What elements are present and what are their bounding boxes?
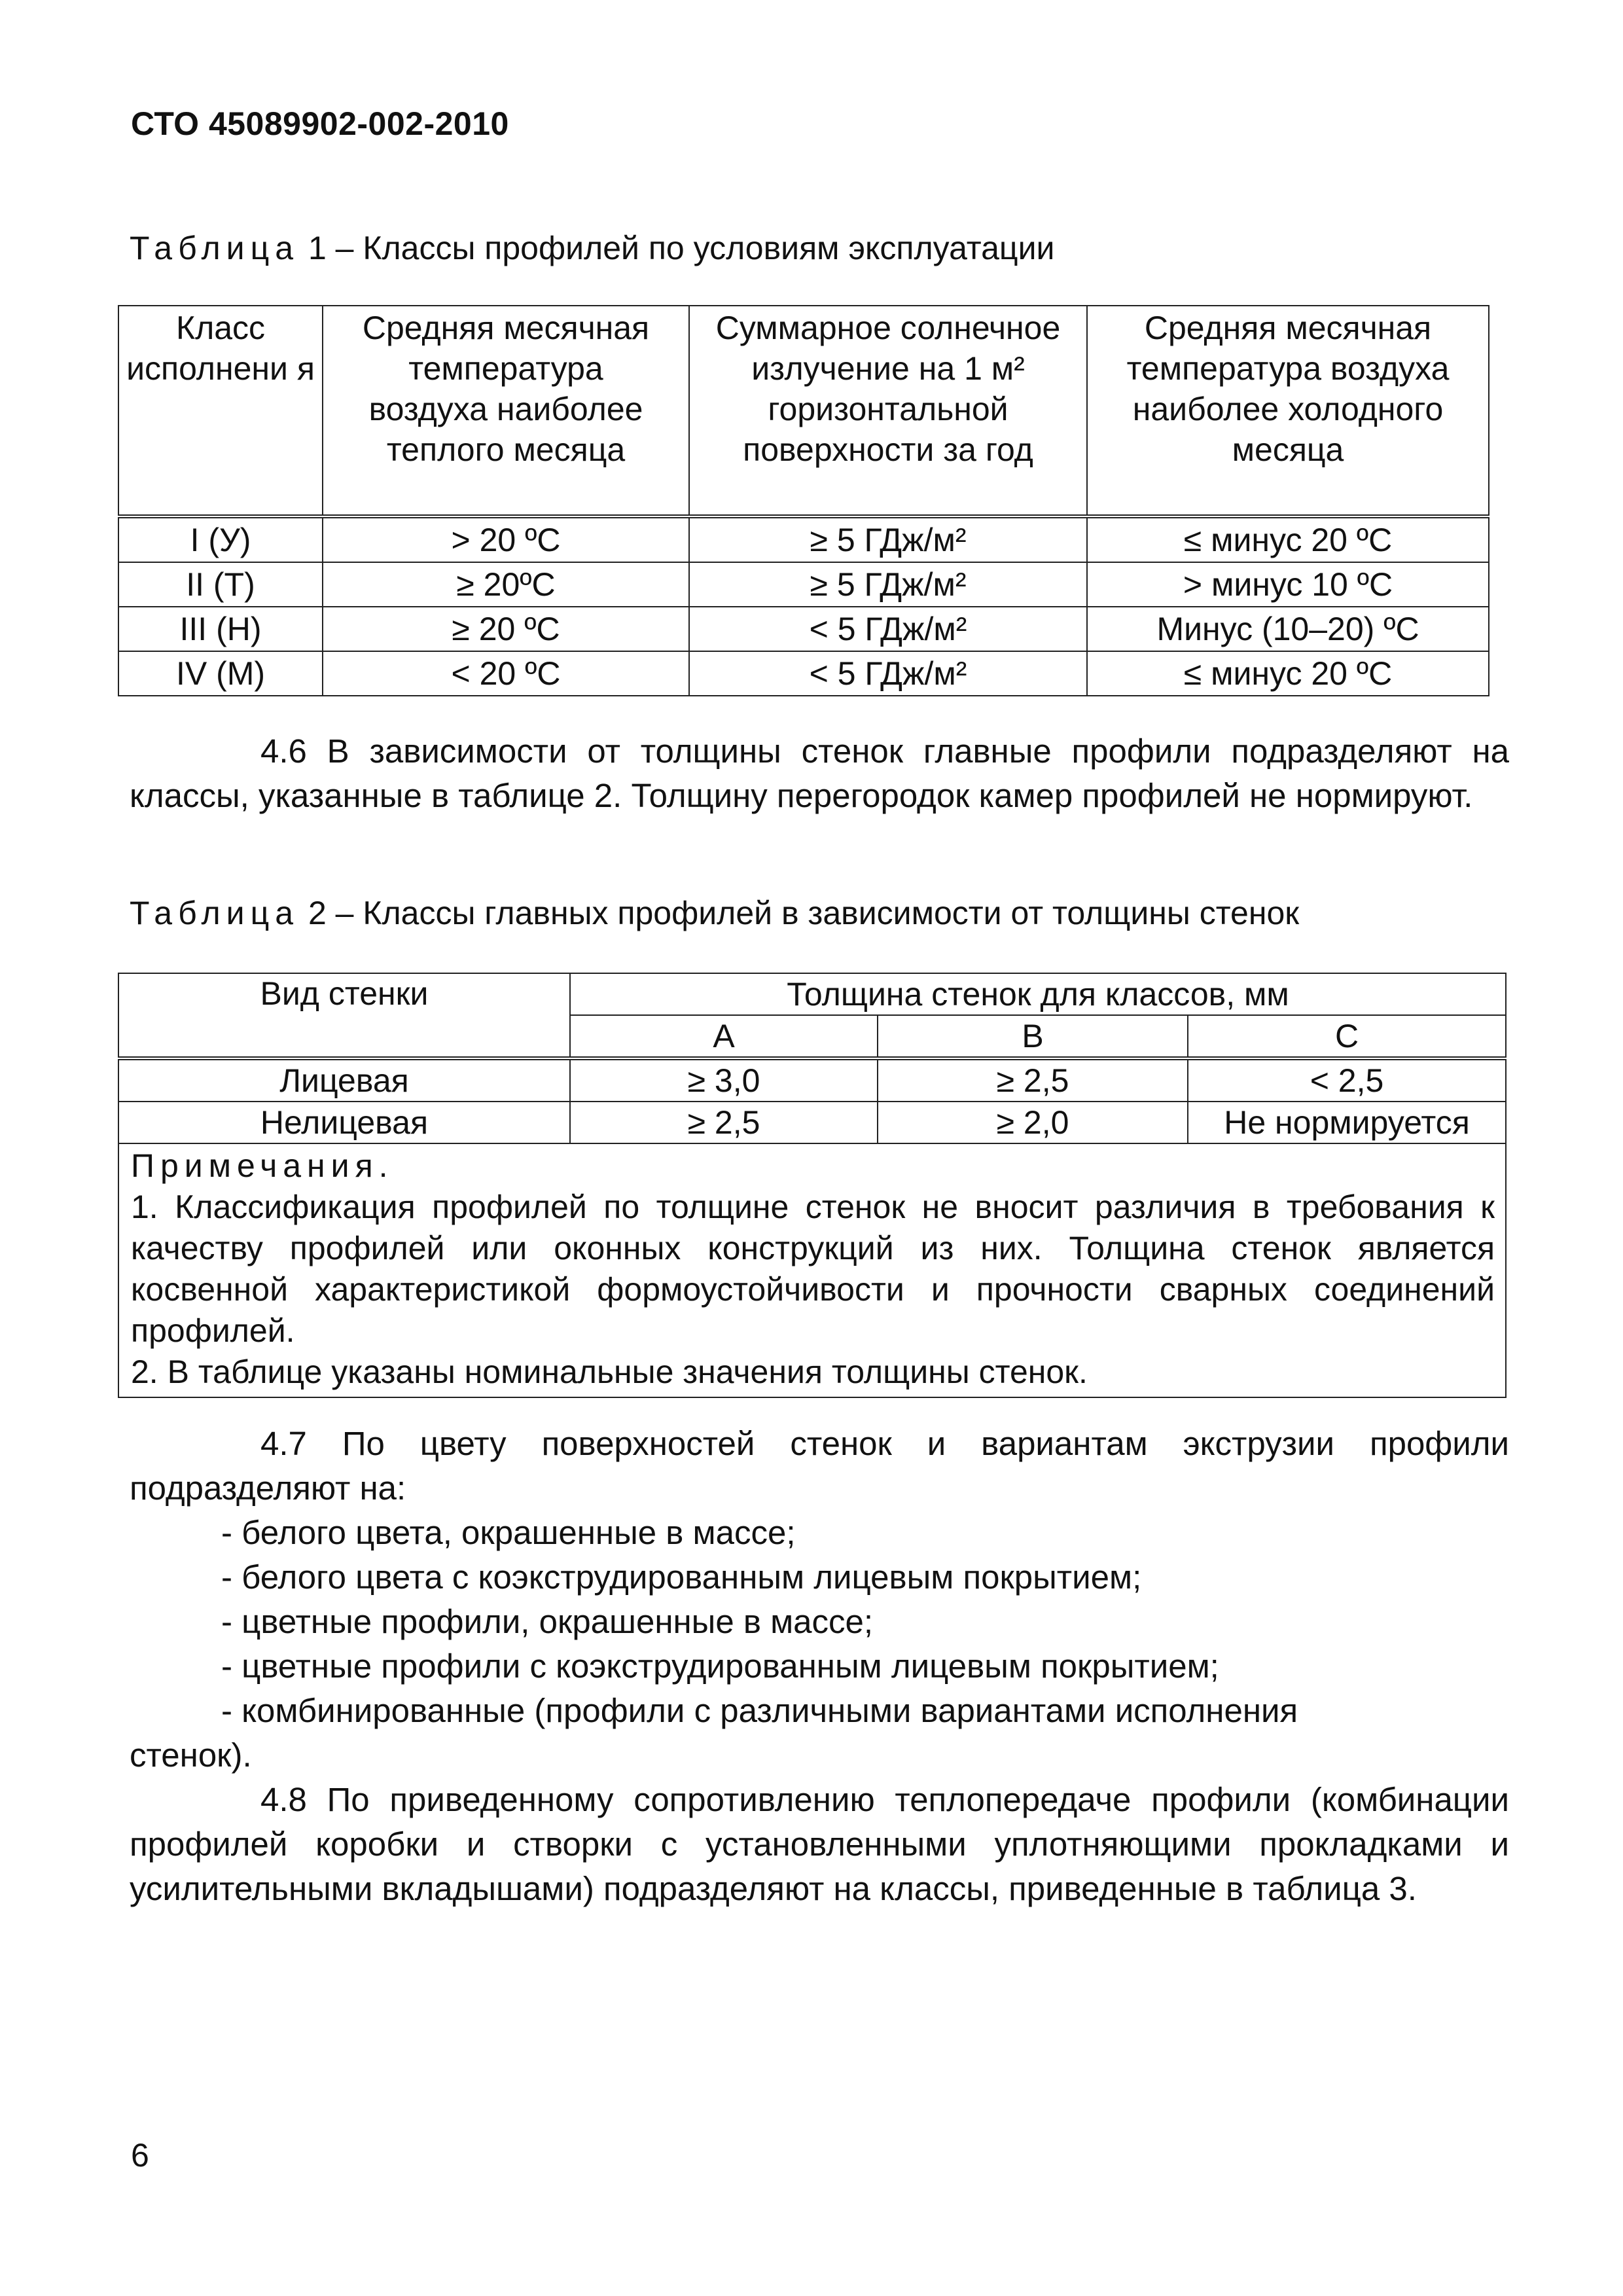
table1-header-solar: Суммарное солнечное излучение на 1 м² горизонтальной поверхности за год — [689, 306, 1087, 516]
table2-cell: Нелицевая — [118, 1102, 570, 1143]
paragraph-4-7-list — [130, 1511, 1509, 1778]
table2 — [118, 973, 1507, 1398]
paragraph-4-7-intro: 4.7 По цвету поверхностей стенок и вариантам экструзии профили подразделяют на: — [130, 1425, 1509, 1507]
table2-caption — [130, 894, 1299, 932]
table1-cell: < 5 ГДж/м² — [689, 651, 1087, 696]
table1-cell: ≤ минус 20 ºС — [1087, 651, 1489, 696]
table2-notes — [118, 1143, 1506, 1397]
list-item: - белого цвета, окрашенные в массе; — [221, 1514, 796, 1551]
table1-cell: II (Т) — [118, 562, 323, 607]
table1-row — [118, 516, 1489, 562]
paragraph-4-8-text: 4.8 По приведенному сопротивлению теплопередаче профили (комбинации профилей коробки и створки с установленными уплотняющими прокладками и усилительными вкладышами) подразделяют на классы, приведенные в таблица 3. — [130, 1781, 1509, 1907]
table2-cell: ≥ 2,5 — [570, 1102, 878, 1143]
table2-class-b: В — [878, 1015, 1188, 1058]
list-tail: стенок). — [130, 1736, 252, 1774]
document-code: СТО 45089902-002-2010 — [131, 105, 509, 142]
table1-cell: IV (М) — [118, 651, 323, 696]
table1-header-cold: Средняя месячная температура воздуха наиболее холодного месяца — [1087, 306, 1489, 516]
paragraph-4-8 — [130, 1778, 1509, 1911]
table2-row — [118, 1058, 1506, 1102]
list-item: - комбинированные (профили с различными вариантами исполнения — [221, 1692, 1298, 1729]
paragraph-4-6 — [130, 729, 1509, 818]
table2-cell: ≥ 2,5 — [878, 1058, 1188, 1102]
table2-cell: Не нормируется — [1188, 1102, 1506, 1143]
table2-row — [118, 1102, 1506, 1143]
table2-caption-text: 2 – Классы главных профилей в зависимости от толщины стенок — [308, 895, 1300, 931]
table1-cell: ≥ 20 ºС — [323, 607, 689, 651]
table2-caption-word: Таблица — [130, 895, 300, 931]
table1 — [118, 305, 1489, 696]
table1-row — [118, 607, 1489, 651]
table1-cell: I (У) — [118, 516, 323, 562]
table1-cell: III (Н) — [118, 607, 323, 651]
list-item: - белого цвета с коэкструдированным лицевым покрытием; — [221, 1558, 1142, 1596]
table1-cell: ≥ 20ºС — [323, 562, 689, 607]
paragraph-4-6-text: 4.6 В зависимости от толщины стенок главные профили подразделяют на классы, указанные в таблице 2. Толщину перегородок камер профилей не нормируют. — [130, 732, 1509, 814]
table1-caption — [130, 229, 1054, 267]
table1-cell: < 5 ГДж/м² — [689, 607, 1087, 651]
list-item: - цветные профили, окрашенные в массе; — [221, 1603, 874, 1640]
note-2: 2. В таблице указаны номинальные значения толщины стенок. — [131, 1354, 1088, 1390]
table1-cell: < 20 ºС — [323, 651, 689, 696]
table1-row — [118, 651, 1489, 696]
page-number: 6 — [131, 2137, 149, 2174]
table1-cell: ≥ 5 ГДж/м² — [689, 562, 1087, 607]
table2-cell: Лицевая — [118, 1058, 570, 1102]
table1-cell: Минус (10–20) ºС — [1087, 607, 1489, 651]
table2-cell: ≥ 3,0 — [570, 1058, 878, 1102]
note-1: 1. Классификация профилей по толщине стенок не вносит различия в требования к качеству профилей или оконных конструкций из них. Толщина стенок является косвенной характеристикой формоустойчивости и прочности сварных соединений профилей. — [131, 1189, 1495, 1349]
table1-cell: ≥ 5 ГДж/м² — [689, 516, 1087, 562]
table1-header-class: Класс исполнени я — [118, 306, 323, 516]
table2-header-wall: Вид стенки — [118, 973, 570, 1058]
table1-cell: > минус 10 ºС — [1087, 562, 1489, 607]
table1-header-warm: Средняя месячная температура воздуха наиболее теплого месяца — [323, 306, 689, 516]
list-item: - цветные профили с коэкструдированным лицевым покрытием; — [221, 1647, 1219, 1685]
notes-title: Примечания. — [131, 1147, 394, 1184]
table1-cell: > 20 ºС — [323, 516, 689, 562]
table2-cell: < 2,5 — [1188, 1058, 1506, 1102]
table1-row — [118, 562, 1489, 607]
table2-class-a: А — [570, 1015, 878, 1058]
table1-caption-word: Таблица — [130, 230, 300, 266]
table2-class-c: С — [1188, 1015, 1506, 1058]
table2-cell: ≥ 2,0 — [878, 1102, 1188, 1143]
table1-caption-text: 1 – Классы профилей по условиям эксплуатации — [308, 230, 1055, 266]
paragraph-4-7 — [130, 1422, 1509, 1511]
table2-header-thickness: Толщина стенок для классов, мм — [570, 973, 1506, 1015]
table1-cell: ≤ минус 20 ºС — [1087, 516, 1489, 562]
